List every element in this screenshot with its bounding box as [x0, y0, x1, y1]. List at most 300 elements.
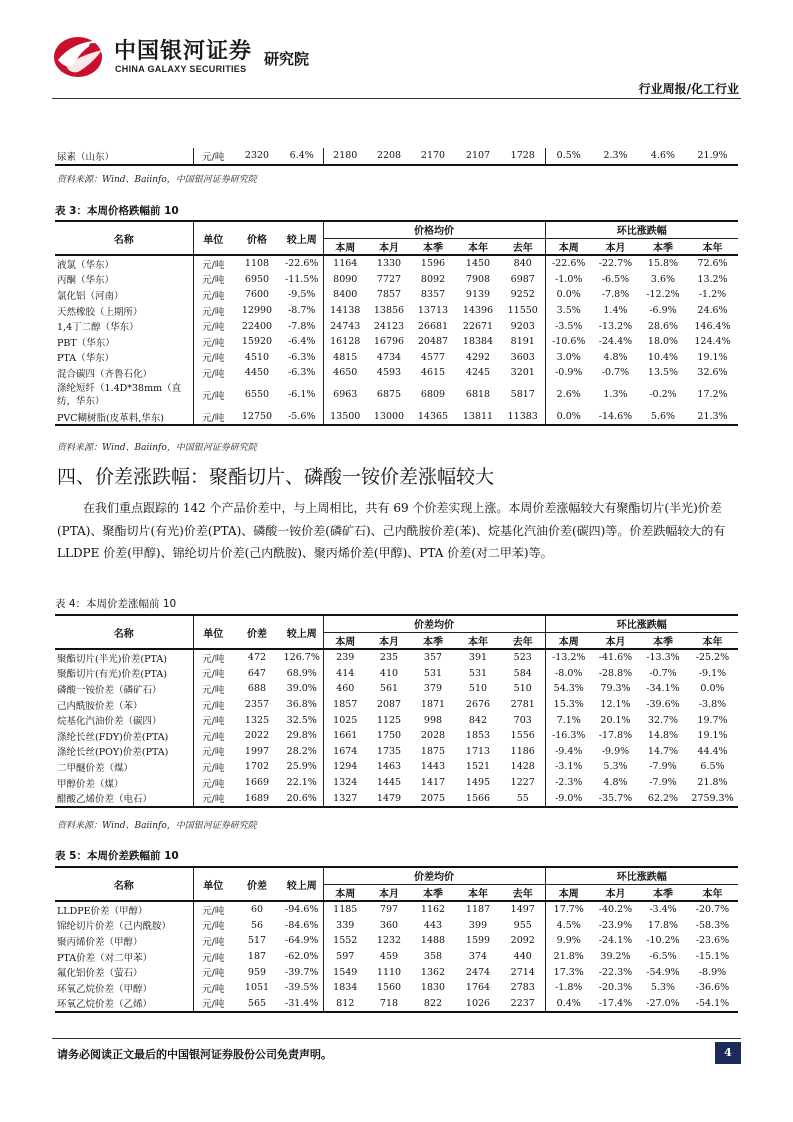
- column-header: 环比涨跌幅: [545, 867, 738, 884]
- table-cell: 13811: [462, 411, 494, 423]
- table-cell: 460: [323, 681, 367, 697]
- table-cell: 443: [423, 919, 443, 931]
- table-cell: -39.5%: [285, 982, 319, 994]
- table-cell: 17.3%: [545, 964, 592, 980]
- table-cell: 399: [468, 919, 488, 931]
- table-cell: 天然橡胶（上期所）: [57, 306, 143, 318]
- table-cell: 472: [247, 652, 267, 664]
- table-cell: 9203: [510, 320, 535, 332]
- table-cell: 531: [423, 667, 443, 679]
- table-cell: 7908: [465, 273, 491, 285]
- table-cell: 24.6%: [697, 305, 728, 317]
- disclaimer: 请务必阅读正文最后的中国银河证券股份公司免责声明。: [57, 1048, 332, 1061]
- table-cell: 21.8%: [697, 777, 728, 789]
- column-header: 去年: [512, 242, 533, 254]
- table-cell: -9.0%: [545, 790, 592, 807]
- table-cell: 10.4%: [647, 351, 679, 363]
- table-cell: 12990: [241, 305, 273, 317]
- column-header: 本月: [379, 888, 399, 900]
- table-cell: 1552: [323, 933, 367, 949]
- table-cell: 1327: [323, 790, 367, 807]
- table-row: [55, 287, 738, 303]
- table-cell: 1566: [465, 792, 491, 804]
- table-cell: 998: [423, 714, 443, 726]
- table-cell: 涤纶长丝(POY)价差(PTA): [57, 747, 169, 759]
- table-cell: 24123: [373, 320, 405, 332]
- table-cell: 16128: [323, 334, 367, 350]
- table-cell: 元/吨: [193, 759, 233, 775]
- table-cell: 4650: [323, 365, 367, 381]
- brand-name-cn: 中国银河证券: [114, 39, 253, 64]
- table-cell: -10.6%: [545, 334, 592, 350]
- table-cell: 元/吨: [193, 303, 233, 319]
- table-cell: 13.2%: [697, 273, 728, 285]
- table-cell: 14138: [323, 303, 367, 319]
- table-cell: 13856: [373, 305, 405, 317]
- table-cell: -1.0%: [545, 272, 592, 288]
- table-cell: 5.6%: [650, 411, 676, 423]
- table-row: [55, 303, 738, 319]
- table-cell: 聚酯切片(半光)价差(PTA): [57, 653, 167, 665]
- table-cell: 涤纶长丝(FDY)价差(PTA): [57, 731, 169, 743]
- table-cell: 元/吨: [193, 712, 233, 728]
- table-cell: 环氧乙烷价差（乙烯）: [57, 999, 153, 1011]
- table-cell: 1185: [323, 901, 367, 918]
- table-cell: 2783: [510, 982, 535, 994]
- table-cell: PBT（华东）: [57, 337, 115, 349]
- table-cell: 2714: [510, 966, 535, 978]
- table-cell: 1227: [510, 777, 535, 789]
- table-cell: 20487: [417, 336, 449, 348]
- column-header: 本月: [379, 242, 399, 254]
- table-cell: -3.5%: [545, 318, 592, 334]
- table-cell: 68.9%: [286, 667, 317, 679]
- table-cell: 2781: [510, 699, 535, 711]
- table-cell: 1187: [465, 904, 491, 916]
- table-row: [55, 728, 738, 744]
- table-cell: -3.8%: [698, 699, 727, 711]
- table-cell: 15.3%: [545, 697, 592, 713]
- column-header: 较上周: [286, 234, 317, 246]
- table-cell: 元/吨: [193, 272, 233, 288]
- table-cell: -24.1%: [598, 935, 633, 947]
- table-cell: 1549: [323, 964, 367, 980]
- table-cell: 1445: [376, 777, 402, 789]
- column-header: 较上周: [286, 628, 317, 640]
- table-cell: -22.6%: [285, 258, 319, 270]
- table-cell: 531: [468, 667, 488, 679]
- table-cell: 2676: [465, 699, 491, 711]
- table-cell: 1669: [244, 777, 270, 789]
- table-cell: 元/吨: [193, 666, 233, 682]
- column-header: 名称: [113, 234, 134, 246]
- table-cell: -3.1%: [545, 759, 592, 775]
- column-header: 本周: [323, 632, 367, 649]
- table-cell: 6987: [510, 273, 535, 285]
- column-header: 本季: [423, 242, 443, 254]
- table-cell: 18.0%: [647, 336, 679, 348]
- table-cell: 1162: [420, 904, 446, 916]
- table-cell: 4450: [244, 367, 270, 379]
- table-cell: 8090: [323, 272, 367, 288]
- table-cell: 1875: [420, 745, 446, 757]
- table-cell: 15.8%: [647, 258, 679, 270]
- table-cell: 元/吨: [193, 334, 233, 350]
- table-cell: -23.6%: [695, 935, 730, 947]
- table-cell: 1428: [510, 761, 535, 773]
- table-cell: 20.1%: [600, 714, 631, 726]
- table-cell: 1417: [420, 777, 446, 789]
- table-cell: 丙酮（华东）: [57, 275, 115, 287]
- table-cell: 2028: [420, 730, 446, 742]
- table-cell: 11550: [507, 305, 538, 317]
- table-cell: 19.1%: [697, 730, 728, 742]
- table5: [55, 866, 738, 1013]
- table-cell: -9.1%: [698, 667, 727, 679]
- table-cell: 1830: [420, 982, 446, 994]
- table-cell: 元/吨: [193, 964, 233, 980]
- table-cell: 1324: [323, 775, 367, 791]
- galaxy-logo-icon: [52, 30, 108, 80]
- table-cell: 703: [513, 714, 532, 726]
- table-cell: 13.5%: [647, 367, 679, 379]
- table-cell: 0.0%: [545, 287, 592, 303]
- table-cell: 822: [423, 997, 443, 1009]
- table-cell: -39.7%: [285, 966, 319, 978]
- table3-caption: 表 3：本周价格跌幅前 10: [55, 205, 179, 217]
- column-header: 本年: [702, 636, 723, 648]
- table-cell: PVC糊树脂(皮革料,华东): [57, 412, 164, 424]
- table-row: [55, 918, 738, 934]
- table-cell: -12.2%: [646, 289, 680, 301]
- table-cell: 1750: [376, 730, 402, 742]
- table-row: [55, 318, 738, 334]
- table-cell: 955: [513, 919, 532, 931]
- table-cell: 1.3%: [603, 389, 628, 401]
- table-cell: 24743: [323, 318, 367, 334]
- table-cell: 72.6%: [697, 258, 728, 270]
- table4: [55, 614, 738, 808]
- table-cell: -20.3%: [598, 982, 633, 994]
- column-header: 价差: [247, 628, 267, 640]
- table-cell: 1330: [376, 258, 402, 270]
- table-cell: 元/吨: [193, 728, 233, 744]
- column-header: 单位: [193, 615, 233, 649]
- table-cell: 5.3%: [650, 982, 676, 994]
- source-note: 资料来源：Wind、Baiinfo，中国银河证券研究院: [57, 443, 257, 453]
- table-cell: -16.3%: [545, 728, 592, 744]
- table-cell: 2075: [420, 792, 446, 804]
- table-cell: 3201: [510, 367, 535, 379]
- table-cell: 元/吨: [193, 365, 233, 381]
- table-header-row: [55, 867, 738, 884]
- table-cell: 元/吨: [193, 790, 233, 807]
- table-cell: 1853: [465, 730, 491, 742]
- table-cell: 5817: [510, 389, 535, 401]
- table-cell: 元/吨: [193, 409, 233, 426]
- table-cell: 8357: [420, 289, 446, 301]
- table-cell: 2474: [465, 966, 491, 978]
- table-cell: 840: [513, 258, 532, 270]
- section-paragraph: 在我们重点跟踪的 142 个产品价差中，与上周相比，共有 69 个价差实现上涨。本周价差涨幅较大有聚酯切片(半光)价差(PTA)、聚酯切片(有光)价差(PTA)、磷酸一铵价差(磷矿石)、己内酰胺价差(苯)、烷基化汽油价差(碳四)等。价差跌幅较大的有 LLDPE 价差(甲醇)、锦纶切片价差(己内酰胺)、聚丙烯价差(甲醇)、PTA 价差(对二甲苯)等。: [57, 501, 726, 560]
- table-cell: 元/吨: [193, 744, 233, 760]
- table-cell: 22.1%: [286, 777, 317, 789]
- table-cell: 2.6%: [545, 381, 592, 409]
- report-type: 行业周报/化工行业: [638, 82, 739, 96]
- column-header: 价格: [247, 234, 267, 246]
- section-title: 四、价差涨跌幅：聚酯切片、磷酸一铵价差涨幅较大: [57, 466, 495, 488]
- table-cell: 718: [379, 997, 399, 1009]
- table-cell: 烷基化汽油价差（碳四）: [57, 716, 162, 728]
- table-cell: 元/吨: [193, 697, 233, 713]
- table-cell: -24.4%: [598, 336, 633, 348]
- table-cell: 21.8%: [545, 949, 592, 965]
- source-note: 资料来源：Wind、Baiinfo，中国银河证券研究院: [57, 175, 257, 185]
- table-cell: 187: [247, 951, 267, 963]
- column-header: 价差: [247, 880, 267, 892]
- column-header: 单位: [193, 867, 233, 901]
- table-cell: 1232: [376, 935, 402, 947]
- table-row: [55, 980, 738, 996]
- table-cell: LLDPE价差（甲醇）: [57, 905, 148, 917]
- table-cell: -0.7%: [601, 367, 630, 379]
- table-cell: 14365: [417, 411, 449, 423]
- table-cell: 54.3%: [545, 681, 592, 697]
- table-cell: 4510: [244, 351, 270, 363]
- table-cell: 1294: [323, 759, 367, 775]
- table5-caption: 表 5：本周价差跌幅前 10: [55, 850, 179, 862]
- table-cell: 2357: [244, 699, 270, 711]
- table-row: [55, 775, 738, 791]
- table-cell: 29.8%: [286, 730, 317, 742]
- table-cell: 液氯（华东）: [57, 259, 115, 271]
- table-cell: 1871: [420, 699, 446, 711]
- brand-name-en: CHINA GALAXY SECURITIES: [115, 64, 247, 74]
- table-cell: 32.6%: [697, 367, 728, 379]
- table-cell: -0.2%: [649, 389, 677, 401]
- table-cell: 17.7%: [545, 901, 592, 918]
- table-cell: 0.0%: [545, 409, 592, 426]
- table-cell: 517: [247, 935, 267, 947]
- table-cell: -62.0%: [285, 951, 319, 963]
- table-cell: 6.5%: [700, 761, 725, 773]
- table-cell: 6963: [323, 381, 367, 409]
- table-cell: 36.8%: [286, 699, 317, 711]
- table-cell: -22.6%: [545, 255, 592, 272]
- table-cell: -3.4%: [649, 904, 677, 916]
- table-cell: 聚丙烯价差（甲醇）: [57, 936, 143, 948]
- column-header: 较上周: [286, 880, 317, 892]
- column-header: 名称: [113, 880, 134, 892]
- table-cell: 56: [250, 919, 264, 931]
- column-header: 环比涨跌幅: [545, 615, 738, 632]
- table-cell: 0.4%: [545, 996, 592, 1013]
- table-cell: 13500: [323, 409, 367, 426]
- table-cell: 1834: [323, 980, 367, 996]
- column-header: 本季: [653, 636, 673, 648]
- table-cell: 565: [247, 997, 267, 1009]
- table-row: 尿素（山东） 元/吨 2320 6.4% 2180 2208 2170 2107 1728 0.5% 2.3% 4.6% 21.9%: [55, 148, 738, 165]
- table-cell: 2237: [510, 997, 535, 1009]
- table-cell: 1479: [376, 792, 402, 804]
- column-header: 本月: [605, 242, 626, 254]
- header-divider: [52, 98, 741, 99]
- table-cell: -41.6%: [598, 652, 633, 664]
- table-cell: 元/吨: [193, 918, 233, 934]
- table-cell: 4.5%: [545, 918, 592, 934]
- table-cell: -28.8%: [598, 667, 633, 679]
- table-row: [55, 901, 738, 918]
- table-cell: -6.4%: [288, 336, 316, 348]
- table-cell: 126.7%: [283, 652, 320, 664]
- table-cell: 1026: [465, 997, 491, 1009]
- table-cell: 1596: [420, 258, 446, 270]
- table-cell: -8.9%: [698, 966, 727, 978]
- table-row: [55, 996, 738, 1013]
- column-header: 本季: [653, 888, 673, 900]
- table-cell: 959: [247, 966, 267, 978]
- table-cell: 17.2%: [697, 389, 728, 401]
- table-cell: 8191: [510, 336, 535, 348]
- table-cell: 9252: [510, 289, 535, 301]
- table-cell: 己内酰胺价差（苯）: [57, 700, 143, 712]
- column-header: 本周: [323, 884, 367, 901]
- table-cell: 17.8%: [647, 919, 679, 931]
- table-cell: 2087: [376, 699, 402, 711]
- table-cell: 醋酸乙烯价差（电石）: [57, 794, 153, 806]
- table-cell: 584: [513, 667, 532, 679]
- table-cell: 1764: [465, 982, 491, 994]
- brand-logo: [52, 30, 332, 80]
- table-row: [55, 272, 738, 288]
- column-header: 环比涨跌幅: [545, 221, 738, 238]
- table-row: [55, 759, 738, 775]
- table-cell: -13.3%: [646, 652, 680, 664]
- table-cell: -6.1%: [288, 389, 316, 401]
- table-cell: -7.9%: [649, 761, 677, 773]
- table-cell: -84.6%: [285, 919, 319, 931]
- table-cell: 5.3%: [603, 761, 628, 773]
- table-row: [55, 712, 738, 728]
- table-cell: 358: [423, 951, 443, 963]
- table-cell: 磷酸一铵价差（磷矿石）: [57, 684, 162, 696]
- table-cell: 11383: [507, 411, 538, 423]
- table-row: [55, 409, 738, 426]
- footer-divider: [52, 1038, 741, 1039]
- table-cell: -0.9%: [545, 365, 592, 381]
- table-cell: 374: [468, 951, 488, 963]
- table-cell: -1.2%: [698, 289, 727, 301]
- table-cell: -7.9%: [649, 777, 677, 789]
- table-cell: -2.3%: [545, 775, 592, 791]
- table-cell: 1556: [510, 730, 535, 742]
- table-cell: 812: [323, 996, 367, 1013]
- table-cell: 9139: [465, 289, 491, 301]
- table-cell: -54.9%: [646, 966, 680, 978]
- page-number: 4: [715, 1042, 741, 1064]
- table-cell: PTA价差（对二甲苯）: [57, 952, 153, 964]
- table-cell: 414: [323, 666, 367, 682]
- table-cell: 1857: [323, 697, 367, 713]
- table-cell: 1674: [323, 744, 367, 760]
- table-cell: -17.8%: [598, 730, 633, 742]
- table-row: [55, 949, 738, 965]
- column-header: 本年: [468, 242, 488, 254]
- table-cell: 4734: [376, 351, 402, 363]
- table-cell: 18384: [462, 336, 494, 348]
- table-cell: 235: [379, 652, 399, 664]
- table-cell: -9.9%: [601, 745, 630, 757]
- table-cell: 28.6%: [647, 320, 679, 332]
- column-header: 本月: [379, 636, 399, 648]
- table-cell: 4615: [420, 367, 446, 379]
- table-cell: 锦纶切片价差（己内酰胺）: [57, 921, 172, 933]
- table-cell: 4815: [323, 350, 367, 366]
- table-cell: -22.7%: [598, 258, 633, 270]
- column-header: 单位: [193, 221, 233, 255]
- table-cell: 1362: [420, 966, 446, 978]
- table-cell: 6809: [420, 389, 446, 401]
- table-cell: 360: [379, 919, 399, 931]
- table-header-row: [55, 221, 738, 238]
- table-cell: 19.7%: [697, 714, 728, 726]
- table-cell: -13.2%: [545, 649, 592, 666]
- table-cell: -35.7%: [598, 792, 633, 804]
- table-row: [55, 255, 738, 272]
- table-cell: 元/吨: [193, 381, 233, 409]
- table-cell: -64.9%: [285, 935, 319, 947]
- column-header: 本月: [605, 636, 626, 648]
- table-cell: 6550: [244, 389, 270, 401]
- table-cell: 1463: [376, 761, 402, 773]
- table-cell: 561: [379, 683, 399, 695]
- table-cell: 1713: [465, 745, 491, 757]
- table-row: [55, 933, 738, 949]
- table-cell: 1689: [244, 792, 270, 804]
- table-cell: 14.8%: [647, 730, 679, 742]
- column-header: 本季: [653, 242, 673, 254]
- table-cell: 15920: [241, 336, 273, 348]
- table-cell: -31.4%: [285, 997, 319, 1009]
- table-cell: 3603: [510, 351, 535, 363]
- table-cell: -20.7%: [695, 904, 730, 916]
- table-cell: -23.9%: [598, 919, 633, 931]
- table-cell: 28.2%: [286, 745, 317, 757]
- column-header: 本季: [423, 888, 443, 900]
- table-cell: 60: [250, 904, 264, 916]
- table-cell: 12750: [241, 411, 273, 423]
- table-cell: -40.2%: [598, 904, 633, 916]
- table-cell: 21.3%: [697, 411, 728, 423]
- table-cell: 1450: [465, 258, 491, 270]
- table-cell: 13000: [373, 411, 405, 423]
- table-cell: -15.1%: [695, 951, 730, 963]
- table-cell: 1661: [323, 728, 367, 744]
- table-cell: 379: [423, 683, 443, 695]
- table-cell: 元/吨: [193, 901, 233, 918]
- table-cell: -8.7%: [288, 305, 316, 317]
- table-cell: 9.9%: [545, 933, 592, 949]
- table-cell: 410: [379, 667, 399, 679]
- table-cell: -34.1%: [646, 683, 680, 695]
- table-cell: 39.2%: [600, 951, 631, 963]
- table-cell: 1325: [244, 714, 270, 726]
- table-cell: 氯化铝（河南）: [57, 290, 124, 302]
- column-header: 本年: [702, 888, 723, 900]
- table-cell: 1599: [465, 935, 491, 947]
- table-row: [55, 381, 738, 409]
- column-header: 去年: [512, 888, 533, 900]
